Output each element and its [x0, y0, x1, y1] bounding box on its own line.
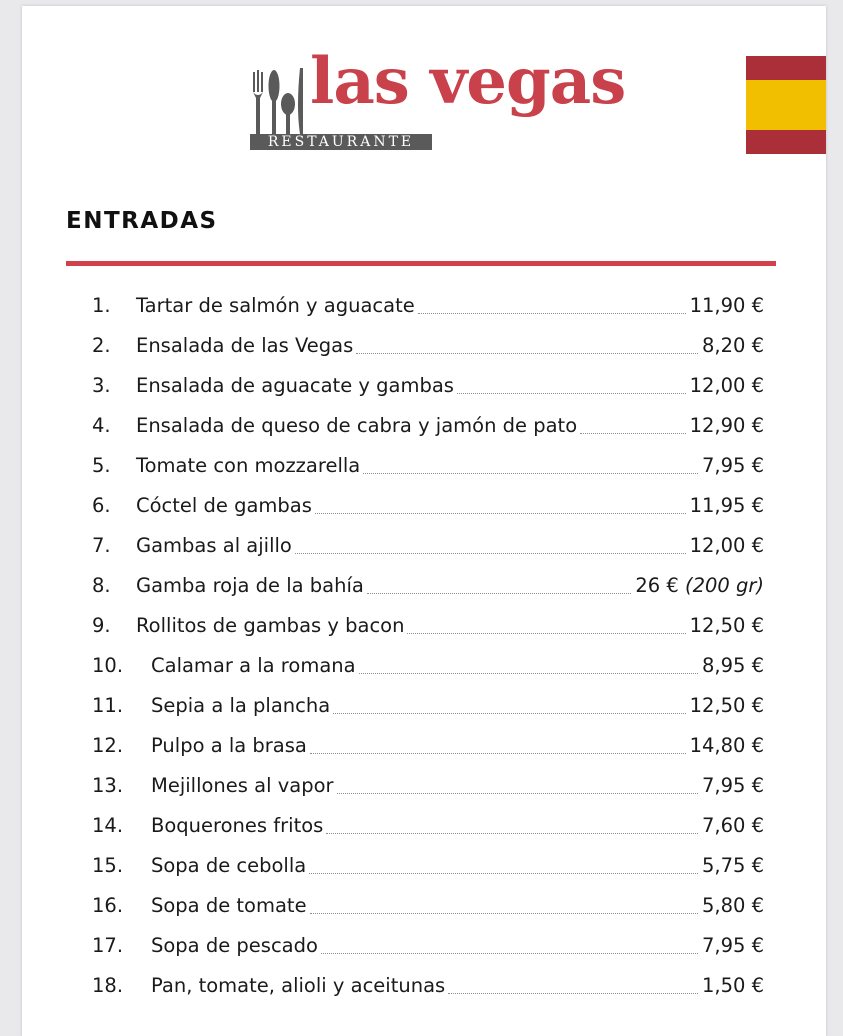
item-name: Mejillones al vapor: [151, 773, 334, 797]
menu-page: [22, 6, 826, 1036]
dot-leader: [448, 993, 698, 994]
item-name: Pulpo a la brasa: [151, 733, 307, 757]
item-number: 18.: [92, 973, 124, 997]
menu-item: [22, 365, 826, 405]
item-number: 17.: [92, 933, 124, 957]
item-number: 5.: [92, 453, 111, 477]
dot-leader: [356, 353, 698, 354]
menu-item: [22, 285, 826, 325]
price-note: (200 gr): [684, 573, 764, 597]
item-number: 6.: [92, 493, 111, 517]
item-price: [690, 614, 764, 637]
dot-leader: [367, 593, 631, 594]
price-value: 11,90 €: [689, 293, 764, 317]
price-value: 14,80 €: [689, 733, 764, 757]
menu-item: [22, 925, 826, 965]
item-name: Calamar a la romana: [151, 653, 356, 677]
price-value: 12,00 €: [689, 533, 764, 557]
price-value: 5,75 €: [701, 853, 764, 877]
flag-stripe-bottom: [746, 130, 826, 154]
menu-item: [22, 485, 826, 525]
item-price: [702, 654, 764, 677]
dot-leader: [580, 433, 685, 434]
price-value: 7,95 €: [701, 453, 764, 477]
item-name: Pan, tomate, alioli y aceitunas: [151, 973, 446, 997]
price-value: 7,95 €: [701, 933, 764, 957]
flag-stripe-middle: [746, 80, 826, 130]
menu-item: [22, 525, 826, 565]
dot-leader: [407, 633, 685, 634]
menu-item: [22, 765, 826, 805]
restaurant-logo: [250, 44, 626, 154]
dot-leader: [359, 673, 698, 674]
item-price: [702, 814, 764, 837]
item-number: 15.: [92, 853, 124, 877]
price-value: 12,50 €: [689, 693, 764, 717]
menu-item: [22, 605, 826, 645]
item-price: [690, 294, 764, 317]
item-name: Tartar de salmón y aguacate: [136, 293, 415, 317]
item-name: Gambas al ajillo: [136, 533, 292, 557]
item-number: 13.: [92, 773, 124, 797]
menu-item: [22, 645, 826, 685]
item-number: 10.: [92, 653, 124, 677]
item-price: [702, 774, 764, 797]
price-value: 8,20 €: [701, 333, 764, 357]
menu-list: [22, 285, 826, 1005]
dot-leader: [315, 513, 686, 514]
item-name: Sopa de tomate: [151, 893, 307, 917]
cutlery-icon: [250, 68, 310, 136]
item-name: Ensalada de aguacate y gambas: [136, 373, 454, 397]
menu-item: [22, 325, 826, 365]
menu-item: [22, 565, 826, 605]
item-number: 14.: [92, 813, 124, 837]
item-name: Tomate con mozzarella: [136, 453, 361, 477]
menu-item: [22, 845, 826, 885]
price-value: 1,50 €: [701, 973, 764, 997]
item-price: [690, 734, 764, 757]
logo-name: las vegas: [310, 44, 626, 119]
item-price: [702, 934, 764, 957]
item-name: Boquerones fritos: [151, 813, 324, 837]
item-number: 8.: [92, 573, 111, 597]
price-value: 11,95 €: [689, 493, 764, 517]
item-number: 16.: [92, 893, 124, 917]
price-value: 8,95 €: [701, 653, 764, 677]
menu-item: [22, 805, 826, 845]
price-value: 7,95 €: [701, 773, 764, 797]
dot-leader: [326, 833, 698, 834]
item-price: [702, 854, 764, 877]
item-name: Ensalada de queso de cabra y jamón de pato: [136, 413, 578, 437]
item-number: 7.: [92, 533, 111, 557]
item-price: [690, 374, 764, 397]
item-name: Sepia a la plancha: [151, 693, 331, 717]
price-value: 7,60 €: [701, 813, 764, 837]
item-number: 3.: [92, 373, 111, 397]
dot-leader: [295, 553, 686, 554]
dot-leader: [457, 393, 686, 394]
item-price: [635, 574, 764, 597]
dot-leader: [418, 313, 686, 314]
dot-leader: [309, 873, 698, 874]
menu-item: [22, 405, 826, 445]
item-name: Sopa de pescado: [151, 933, 318, 957]
menu-item: [22, 725, 826, 765]
menu-item: [22, 445, 826, 485]
logo-subtitle: RESTAURANTE: [250, 134, 432, 150]
price-value: 26 €: [635, 573, 679, 597]
flag-stripe-top: [746, 56, 826, 80]
item-price: [690, 494, 764, 517]
section-divider: [66, 261, 776, 266]
dot-leader: [310, 753, 686, 754]
item-number: 4.: [92, 413, 111, 437]
item-number: 9.: [92, 613, 111, 637]
dot-leader: [363, 473, 698, 474]
price-value: 12,00 €: [689, 373, 764, 397]
item-name: Cóctel de gambas: [136, 493, 312, 517]
item-name: Gamba roja de la bahía: [136, 573, 364, 597]
item-name: Sopa de cebolla: [151, 853, 307, 877]
item-number: 12.: [92, 733, 124, 757]
item-number: 1.: [92, 293, 111, 317]
menu-item: [22, 965, 826, 1005]
menu-item: [22, 885, 826, 925]
item-price: [702, 454, 764, 477]
item-name: Rollitos de gambas y bacon: [136, 613, 405, 637]
dot-leader: [321, 953, 698, 954]
item-name: Ensalada de las Vegas: [136, 333, 354, 357]
item-number: 11.: [92, 693, 124, 717]
menu-item: [22, 685, 826, 725]
section-title: ENTRADAS: [66, 208, 218, 234]
item-number: 2.: [92, 333, 111, 357]
item-price: [690, 534, 764, 557]
item-price: [702, 894, 764, 917]
dot-leader: [337, 793, 698, 794]
item-price: [690, 694, 764, 717]
item-price: [702, 974, 764, 997]
dot-leader: [310, 913, 698, 914]
price-value: 12,50 €: [689, 613, 764, 637]
item-price: [702, 334, 764, 357]
price-value: 5,80 €: [701, 893, 764, 917]
price-value: 12,90 €: [689, 413, 764, 437]
dot-leader: [333, 713, 685, 714]
item-price: [690, 414, 764, 437]
spain-flag-icon[interactable]: [746, 56, 826, 154]
